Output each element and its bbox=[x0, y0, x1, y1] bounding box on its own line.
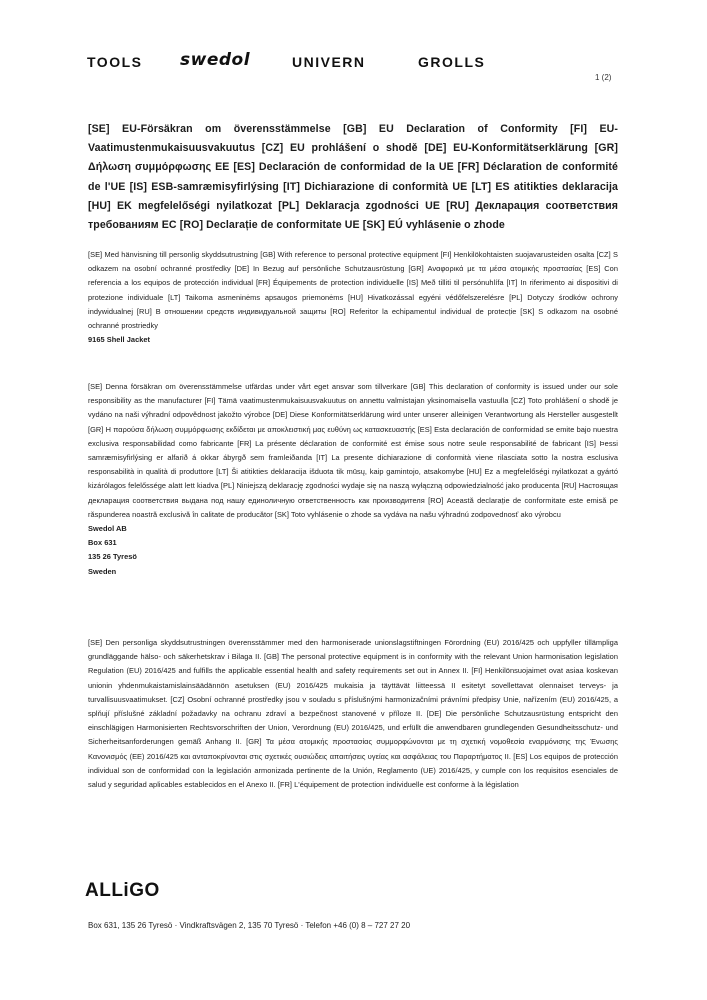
responsibility-text: [SE] Denna försäkran om överensstämmelse utfärdas under vårt eget ansvar som tillverkare [GB] This declaration of conformity is issued under our sole responsibility as the manufacturer [FI] Tämä vaatimustenmukaisuusvakuutus on annettu valmistajan yksinomaisella vastuulla [CZ] Toto prohlášení o shodě je vydáno na naši výhradní odpovědnost jakožto výrobce [DE] Diese Konformitätserklärung wird unter unserer alleinigen Verantwortung als Hersteller ausgestellt [GR] Η παρούσα δήλωση συμμόρφωσης εκδίδεται με αποκλειστική μας ευθύνη ως κατασκευαστής [ES] Esta declaración de conformidad se emite bajo nuestra exclusiva responsabilidad como fabricante [FR] La présente déclaration de conformité est émise sous notre seule responsabilité de fabricant [IS] Þessi samræmisyfirlýsing er alfarið á okkar ábyrgð sem framleiðanda [IT] La presente dichiarazione di conformità viene rilasciata sotto la nostra esclusiva responsabilità in qualità di produttore [LT] Ši atitikties deklaracija išduota tik mūsų, kaip gamintojo, atsakomybe [HU] Ez a megfelelőségi nyilatkozat a gyártó kizárólagos felelőssége alatt lett kiadva [PL] Niniejszą deklarację zgodności wydaje się na naszą wyłączną odpowiedzialność jako producenta [RU] Настоящая декларация соответствия выдана под нашу единоличную ответственность как производителя [RO] Această declarație de conformitate este emisă pe răspunderea noastră exclusivă în calitate de producător [SK] Toto vyhlásenie o zhode sa vydáva na našu výhradnú zodpovednosť ako výrobcu bbox=[88, 382, 618, 519]
footer-address: Box 631, 135 26 Tyresö · Vindkraftsvägen 2, 135 70 Tyresö · Telefon +46 (0) 8 – 727 27 20 bbox=[88, 921, 411, 930]
brand-tools: TOOLS bbox=[87, 54, 143, 70]
brand-grolls: GROLLS bbox=[418, 54, 486, 70]
paragraph-ppe-reference bbox=[88, 248, 618, 347]
paragraph-responsibility bbox=[88, 380, 618, 579]
conformity-text: [SE] Den personliga skyddsutrustningen överensstämmer med den harmoniserade unionslagstiftningen Förordning (EU) 2016/425 och uppfyller tillämpliga grundläggande hälso- och säkerhetskrav i Bilaga II. [GB] The personal protective equipment is in conformity with the relevant Union harmonisation legislation Regulation (EU) 2016/425 and fulfills the applicable essential health and safety requirements set out in Annex II. [FI] Henkilönsuojaimet ovat asiaa koskevan unionin yhdenmukaistamislainsäädännön asetuksen (EU) 2016/425 mukaisia ja täyttävät liitteessä II esitetyt sovellettavat olennaiset terveys- ja turvallisuusvaatimukset. [CZ] Osobní ochranné prostředky jsou v souladu s příslušnými harmonizačními právními předpisy Unie, nařízením (EU) 2016/425, a splňují příslušné základní požadavky na ochranu zdraví a bezpečnost stanovené v příloze II. [DE] Die persönliche Schutzausrüstung entspricht den einschlägigen Harmonisierten Rechtsvorschriften der Union, Verordnung (EU) 2016/425, und erfüllt die anwendbaren grundlegenden Gesundheitsschutz- und Sicherheitsanforderungen gemäß Anhang II. [GR] Τα μέσα ατομικής προστασίας συμμορφώνονται με τη σχετική νομοθεσία εναρμόνισης της Ένωσης Κανονισμός (ΕΕ) 2016/425 και ανταποκρίνονται στις σχετικές ουσιώδεις απαιτήσεις υγείας και ασφάλειας του Παραρτήματος II. [ES] Los equipos de protección individual son de conformidad con la legislación armonizada pertinente de la Unión, Reglamento (UE) 2016/425, y cumple con los requisitos esenciales de salud y seguridad aplicables establecidos en el Anexo II. [FR] L'équipement de protection individuelle est conforme à la législation bbox=[88, 638, 618, 790]
brand-swedol: swedol bbox=[180, 50, 251, 70]
ppe-reference-text: [SE] Med hänvisning till personlig skyddsutrustning [GB] With reference to personal protective equipment [FI] Henkilökohtaisten suojavarusteiden osalta [CZ] S odkazem na osobní ochranné prostředky [DE] In Bezug auf persönliche Schutzausrüstung [GR] Αναφορικά με τα μέσα ατομικής προστασίας [ES] Con referencia a los equipos de protección individual [FR] Équipements de protection individuelle [IS] Með tilliti til persónuhlífa [IT] In riferimento ai dispositivi di protezione individuale [LT] Taikoma asmeninėms apsaugos priemonėms [HU] Hivatkozással egyéni védőfelszerelésre [PL] Dotyczy środków ochrony indywidualnej [RU] В отношении средств индивидуальной защиты [RO] Referitor la echipamentul individual de protecție [SK] S odkazom na osobné ochranné prostriedky bbox=[88, 250, 618, 331]
product-name: 9165 Shell Jacket bbox=[88, 335, 151, 345]
footer-logo: ALLiGO bbox=[85, 880, 160, 901]
paragraph-conformity bbox=[88, 636, 618, 792]
page-number: 1 (2) bbox=[595, 73, 612, 82]
address-company: Swedol AB bbox=[88, 524, 127, 534]
address-country: Sweden bbox=[88, 566, 117, 576]
brand-univern: UNIVERN bbox=[292, 54, 366, 70]
address-city: 135 26 Tyresö bbox=[88, 552, 137, 562]
declaration-title: [SE] EU-Försäkran om överensstämmelse [GB] EU Declaration of Conformity [FI] EU-Vaatimustenmukaisuusvakuutus [CZ] EU prohlášení o shodě [DE] EU-Konformitätserklärung [GR] Δήλωση συμμόρφωσης ΕΕ [ES] Declaración de conformidad de la UE [FR] Déclaration de conformité de l'UE [IS] ESB-samræmisyfirlýsing [IT] Dichiarazione di conformità UE [LT] ES atitikties deklaracija [HU] EK megfelelőségi nyilatkozat [PL] Deklaracja zgodności UE [RU] Декларация соответствия требованиям ЕС [RO] Declarație de conformitate UE [SK] EÚ vyhlásenie o zhode bbox=[88, 123, 618, 232]
address-box: Box 631 bbox=[88, 538, 117, 548]
